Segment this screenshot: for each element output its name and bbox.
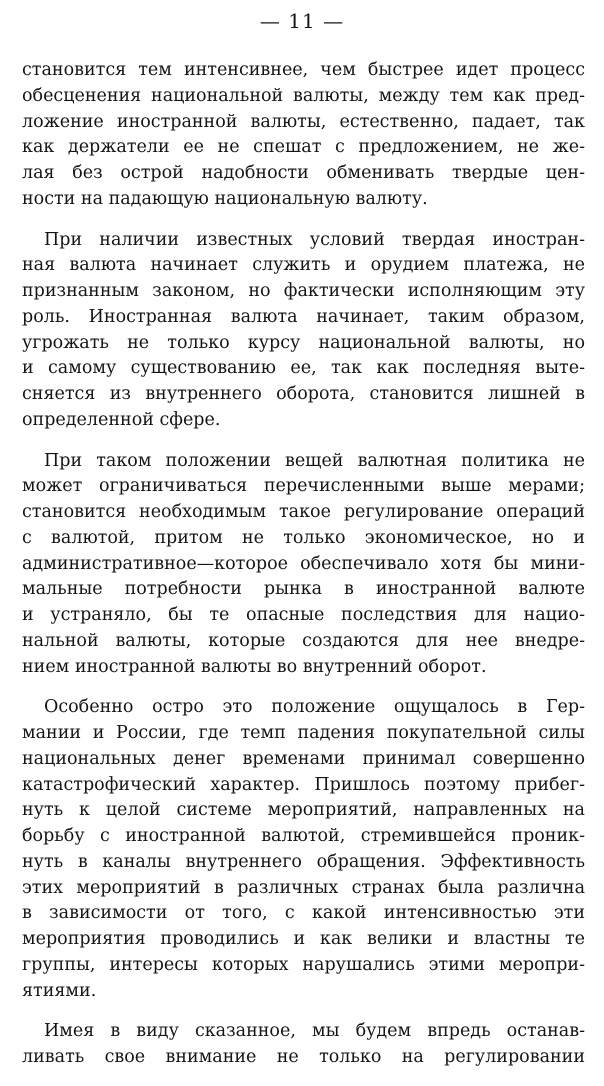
text-line: нальной валюты, которые создаются для нее внедре-	[22, 630, 585, 651]
paragraph	[22, 695, 585, 1004]
text-line: роль. Иностранная валюта начинает, таким образом,	[22, 306, 585, 327]
text-line: определенной сфере.	[22, 409, 221, 430]
text-line: ятиями.	[22, 980, 97, 1001]
text-line: и самому существованию ее, так как последняя выте-	[22, 358, 585, 379]
text-line: признанным законом, но фактически исполняющим эту	[22, 281, 585, 301]
text-line: в зависимости от того, с какой интенсивностью эти	[22, 903, 585, 924]
text-line: национальных денег временами принимал совершенно	[22, 748, 585, 769]
paragraph	[22, 228, 585, 434]
text-line: и устраняло, бы те опасные последствия для нацио-	[22, 605, 585, 625]
text-line: катастрофический характер. Пришлось поэтому прибег-	[22, 774, 585, 795]
text-line: ная валюта начинает служить и орудием платежа, не	[22, 255, 585, 276]
text-line: мероприятия проводились и как велики и властны те	[22, 929, 585, 949]
text-line: лая без острой надобности обменивать твердые цен-	[22, 163, 585, 183]
text-line: ливать свое внимание не только на регулировании	[22, 1047, 585, 1067]
text-line: Имея в виду сказанное, мы будем впредь останав-	[44, 1021, 585, 1042]
text-line: Особенно остро это положение ощущалось в Гер-	[44, 697, 585, 718]
text-line: становится тем интенсивнее, чем быстрее идет процесс	[22, 60, 585, 80]
text-line: обесценения национальной валюты, между тем как пред-	[22, 85, 585, 106]
text-line: группы, интересы которых нарушались этими меропри-	[22, 954, 585, 975]
text-line: При таком положении вещей валютная политика не	[44, 450, 585, 471]
body-text	[22, 58, 585, 1086]
text-line: мании и России, где темп падения покупательной силы	[22, 723, 585, 743]
text-line: может ограничиваться перечисленными выше мерами;	[22, 476, 585, 497]
paragraph	[22, 1019, 585, 1071]
text-line: нуть к целой системе мероприятий, направленных на	[22, 800, 585, 821]
paragraph	[22, 449, 585, 681]
text-line: административное—которое обеспечивало хотя бы мини-	[22, 553, 585, 574]
text-line: ности на падающую национальную валюту.	[22, 188, 428, 209]
text-line: становится необходимым такое регулирование операций	[22, 502, 585, 522]
paragraph	[22, 58, 585, 213]
text-line: этих мероприятий в различных странах была различна	[22, 877, 585, 898]
text-line: нием иностранной валюты во внутренний оборот.	[22, 656, 487, 677]
text-line: ложение иностранной валюты, естественно, падает, так	[22, 111, 585, 132]
text-line: с валютой, притом не только экономическое, но и	[22, 527, 585, 548]
page-number: — 11 —	[259, 9, 345, 33]
text-line: борьбу с иностранной валютой, стремившейся проник-	[22, 826, 585, 846]
text-line: нуть в каналы внутреннего обращения. Эффективность	[22, 851, 585, 872]
text-line: как держатели ее не спешат с предложением, не же-	[22, 137, 585, 158]
text-line: При наличии известных условий твердая иностран-	[44, 229, 585, 250]
text-line: угрожать не только курсу национальной валюты, но	[22, 332, 585, 353]
text-line: сняется из внутреннего оборота, становится лишней в	[22, 384, 585, 404]
text-line: мальные потребности рынка в иностранной валюте	[22, 579, 585, 600]
